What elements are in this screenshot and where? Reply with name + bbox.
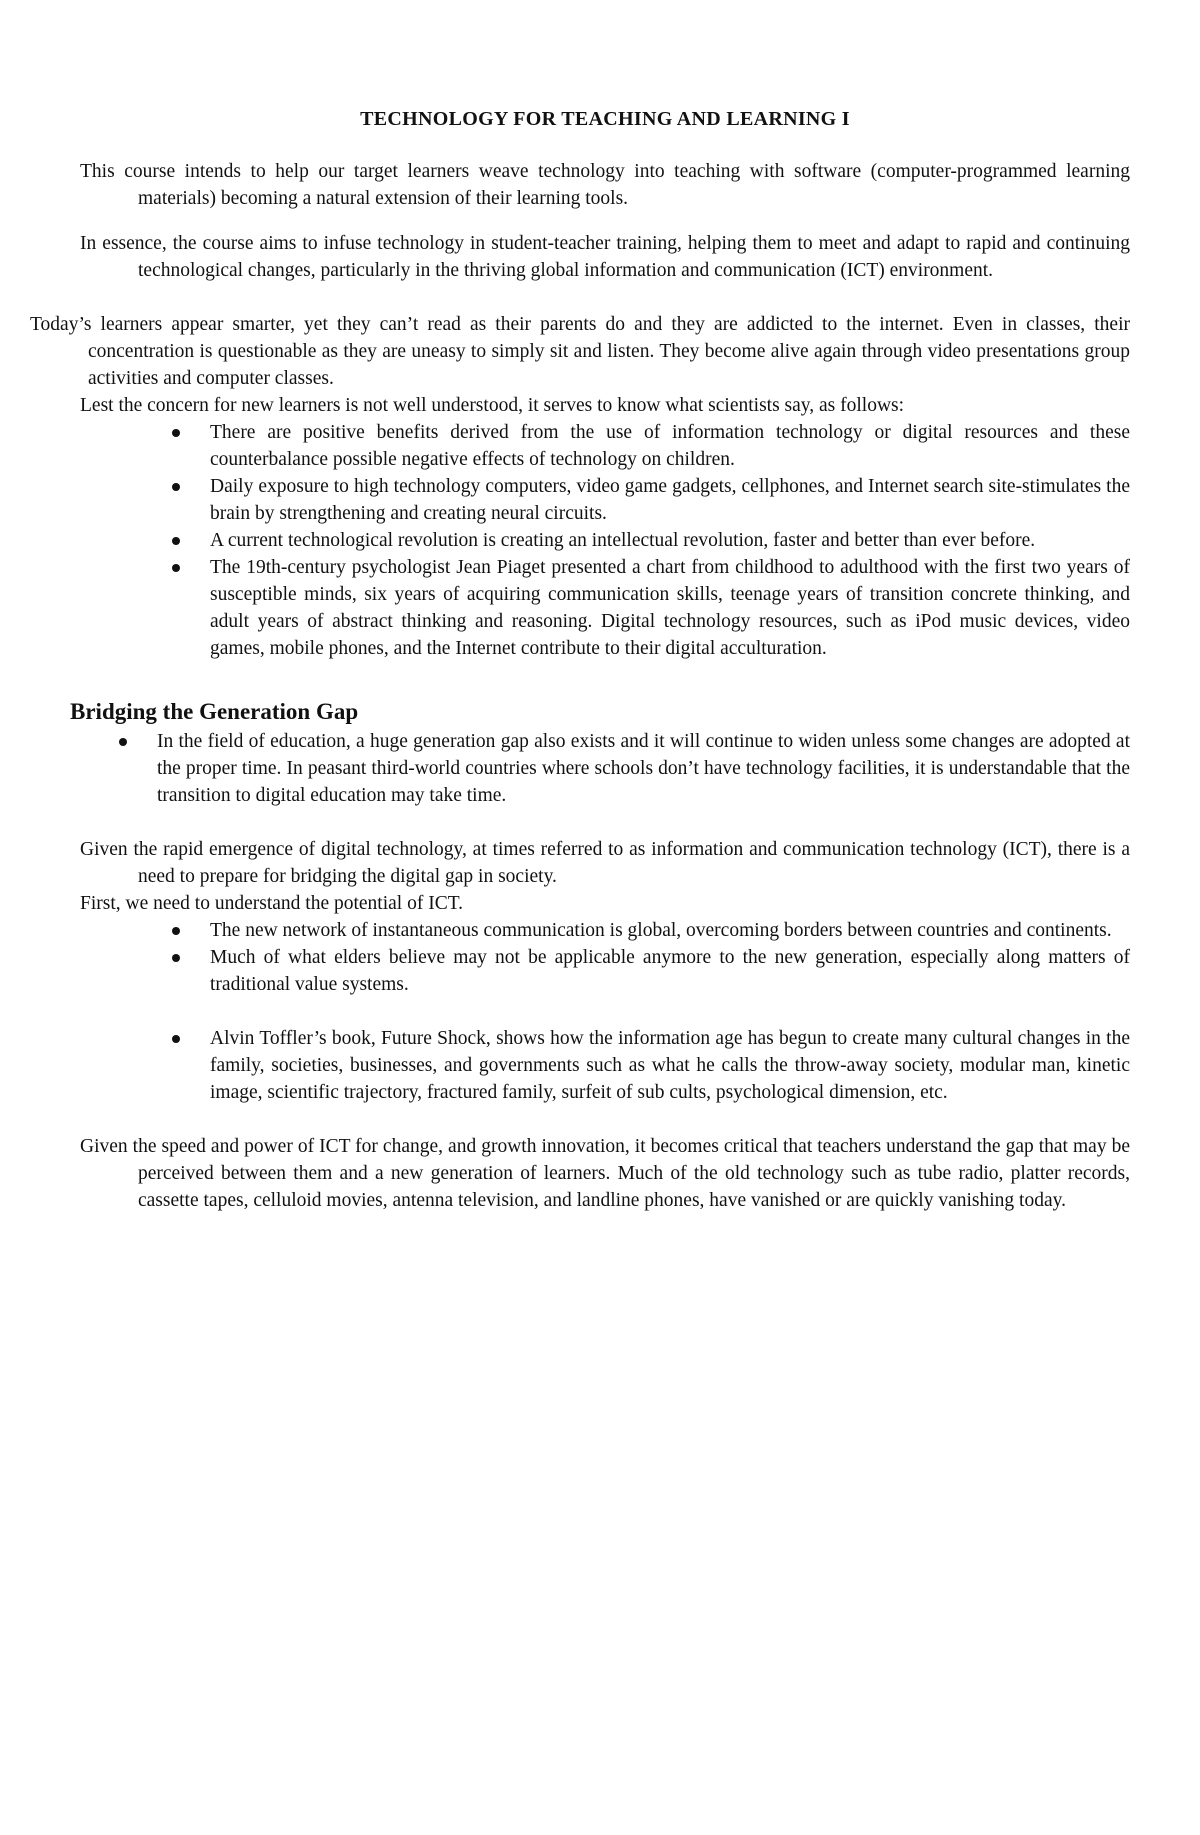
- section-heading: Bridging the Generation Gap: [70, 699, 359, 724]
- list-item: [210, 419, 1130, 473]
- list-item-text: Much of what elders believe may not be applicable anymore to the new generation, especially along matters of traditional value systems.: [210, 947, 1130, 995]
- intro-paragraph-learners: Today’s learners appear smarter, yet they can’t read as their parents do and they are addicted to the internet. Even in classes, their concentration is questionable as they are uneasy to simply sit and listen. They become alive again through video presentations group activities and computer classes.: [30, 314, 1130, 389]
- paragraph-speed-power: Given the speed and power of ICT for change, and growth innovation, it becomes critical that teachers understand the gap that may be perceived between them and a new generation of learners. Much of the old technology such as tube radio, platter records, cassette tapes, celluloid movies, antenna television, and landline phones, have vanished or are quickly vanishing today.: [80, 1136, 1130, 1211]
- list-item-text: Daily exposure to high technology computers, video game gadgets, cellphones, and Internet search site-stimulates the brain by strengthening and creating neural circuits.: [210, 476, 1130, 524]
- spacer: [80, 212, 1130, 230]
- bullet-icon: [172, 537, 180, 545]
- intro-paragraph-scientists: Lest the concern for new learners is not well understood, it serves to know what scientists say, as follows:: [80, 395, 905, 416]
- generation-gap-bullet-list: [80, 728, 1130, 809]
- ict-bullet-list: [80, 917, 1130, 1106]
- intro-paragraph-course-purpose: This course intends to help our target learners weave technology into teaching with software (computer-programmed learning materials) becoming a natural extension of their learning tools.: [80, 161, 1130, 209]
- list-item-text: The 19th-century psychologist Jean Piaget presented a chart from childhood to adulthood with the first two years of susceptible minds, six years of acquiring communication skills, teenage years of transition concrete thinking, and adult years of abstract thinking and reasoning. Digital technology resources, such as iPod music devices, video games, mobile phones, and the Internet contribute to their digital acculturation.: [210, 557, 1130, 659]
- list-item: [210, 527, 1130, 554]
- list-item-text: Alvin Toffler’s book, Future Shock, shows how the information age has begun to create many cultural changes in the family, societies, businesses, and governments such as what he calls the throw-away society, modular man, kinetic image, scientific trajectory, fractured family, surfeit of sub cults, psychological dimension, etc.: [210, 1028, 1130, 1103]
- spacer: [80, 284, 1130, 311]
- list-item: [210, 473, 1130, 527]
- paragraph-ict-potential: First, we need to understand the potential of ICT.: [80, 893, 464, 914]
- list-item: [157, 728, 1130, 809]
- spacer: [80, 1106, 1130, 1133]
- bullet-icon: [172, 954, 180, 962]
- list-item: [210, 917, 1130, 944]
- document-title: TECHNOLOGY FOR TEACHING AND LEARNING I: [360, 108, 850, 130]
- bullet-icon: [172, 564, 180, 572]
- document-body: [30, 106, 1130, 1214]
- spacer: [80, 809, 1130, 836]
- list-item: [210, 1025, 1130, 1106]
- list-item: [210, 944, 1130, 998]
- list-item: [210, 554, 1130, 662]
- list-item-text: The new network of instantaneous communication is global, overcoming borders between countries and continents.: [210, 920, 1112, 941]
- list-item-text: There are positive benefits derived from the use of information technology or digital resources and these counterbalance possible negative effects of technology on children.: [210, 422, 1130, 470]
- scientists-bullet-list: [80, 419, 1130, 662]
- list-item-text: A current technological revolution is creating an intellectual revolution, faster and better than ever before.: [210, 530, 1036, 551]
- paragraph-digital-emergence: Given the rapid emergence of digital technology, at times referred to as information and communication technology (ICT), there is a need to prepare for bridging the digital gap in society.: [80, 839, 1130, 887]
- bullet-icon: [172, 483, 180, 491]
- bullet-icon: [119, 738, 127, 746]
- list-item-text: In the field of education, a huge generation gap also exists and it will continue to widen unless some changes are adopted at the proper time. In peasant third-world countries where schools don’t have technology facilities, it is understandable that the transition to digital education may take time.: [157, 731, 1130, 806]
- intro-paragraph-essence: In essence, the course aims to infuse technology in student-teacher training, helping them to meet and adapt to rapid and continuing technological changes, particularly in the thriving global information and communication (ICT) environment.: [80, 233, 1130, 281]
- bullet-icon: [172, 1035, 180, 1043]
- bullet-icon: [172, 429, 180, 437]
- bullet-icon: [172, 927, 180, 935]
